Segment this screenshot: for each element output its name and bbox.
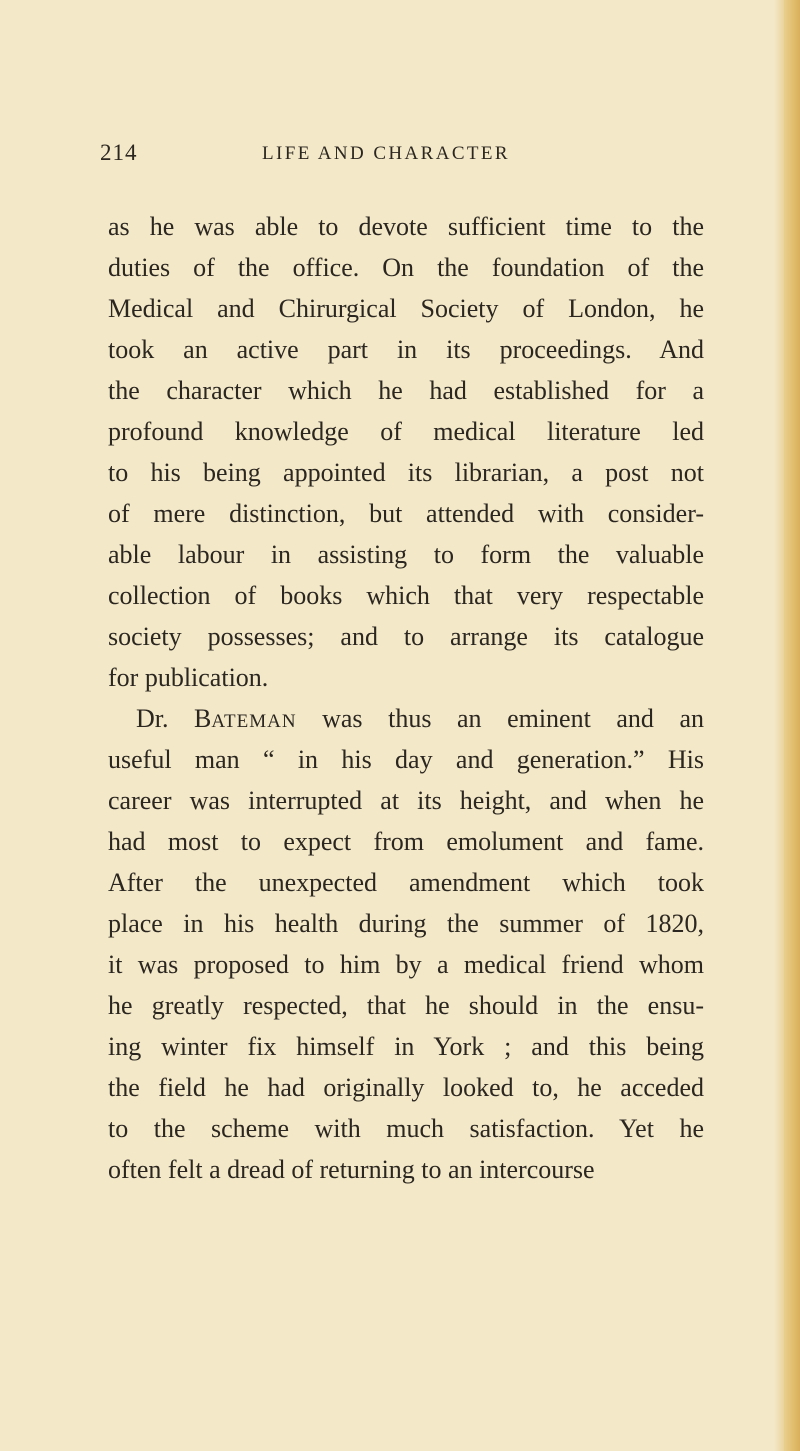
text-line: Medical and Chirurgical Society of London, he bbox=[108, 294, 704, 323]
text-line: for publication. bbox=[108, 663, 269, 692]
text-line: society possesses; and to arrange its catalogue bbox=[108, 622, 704, 651]
page-edge bbox=[784, 0, 800, 1451]
text-line: After the unexpected amendment which took bbox=[108, 868, 704, 897]
small-caps-name: ATEMAN bbox=[211, 711, 297, 732]
text-line: took an active part in its proceedings. And bbox=[108, 335, 704, 364]
text-line: the field he had originally looked to, he acceded bbox=[108, 1073, 704, 1102]
text-line: it was proposed to him by a medical friend whom bbox=[108, 950, 704, 979]
text-line: useful man “ in his day and generation.” His bbox=[108, 745, 704, 774]
text-line: collection of books which that very respectable bbox=[108, 581, 704, 610]
body-text bbox=[108, 206, 704, 1190]
text-line: the character which he had established for a bbox=[108, 376, 704, 405]
text-fragment: was thus an eminent and an bbox=[296, 704, 704, 733]
text-line: career was interrupted at its height, and when he bbox=[108, 786, 704, 815]
text-line: as he was able to devote sufficient time to the bbox=[108, 212, 704, 241]
text-line: place in his health during the summer of 1820, bbox=[108, 909, 704, 938]
text-line: he greatly respected, that he should in the ensu- bbox=[108, 991, 704, 1020]
text-line: profound knowledge of medical literature led bbox=[108, 417, 704, 446]
running-title: LIFE AND CHARACTER bbox=[262, 143, 510, 164]
text-line: duties of the office. On the foundation of the bbox=[108, 253, 704, 282]
text-line: had most to expect from emolument and fame. bbox=[108, 827, 704, 856]
text-line: to his being appointed its librarian, a post not bbox=[108, 458, 704, 487]
page-edge-shadow bbox=[774, 0, 784, 1451]
text-fragment: Dr. bbox=[136, 704, 195, 733]
text-line: often felt a dread of returning to an intercourse bbox=[108, 1155, 595, 1184]
text-line: of mere distinction, but attended with consider- bbox=[108, 499, 704, 528]
page-number: 214 bbox=[100, 140, 138, 165]
small-caps-initial: B bbox=[194, 704, 212, 733]
running-head bbox=[100, 140, 700, 170]
paragraph-opening-line bbox=[108, 698, 704, 739]
text-line: able labour in assisting to form the valuable bbox=[108, 540, 704, 569]
text-line: to the scheme with much satisfaction. Yet he bbox=[108, 1114, 704, 1143]
text-line: ing winter fix himself in York ; and this being bbox=[108, 1032, 704, 1061]
